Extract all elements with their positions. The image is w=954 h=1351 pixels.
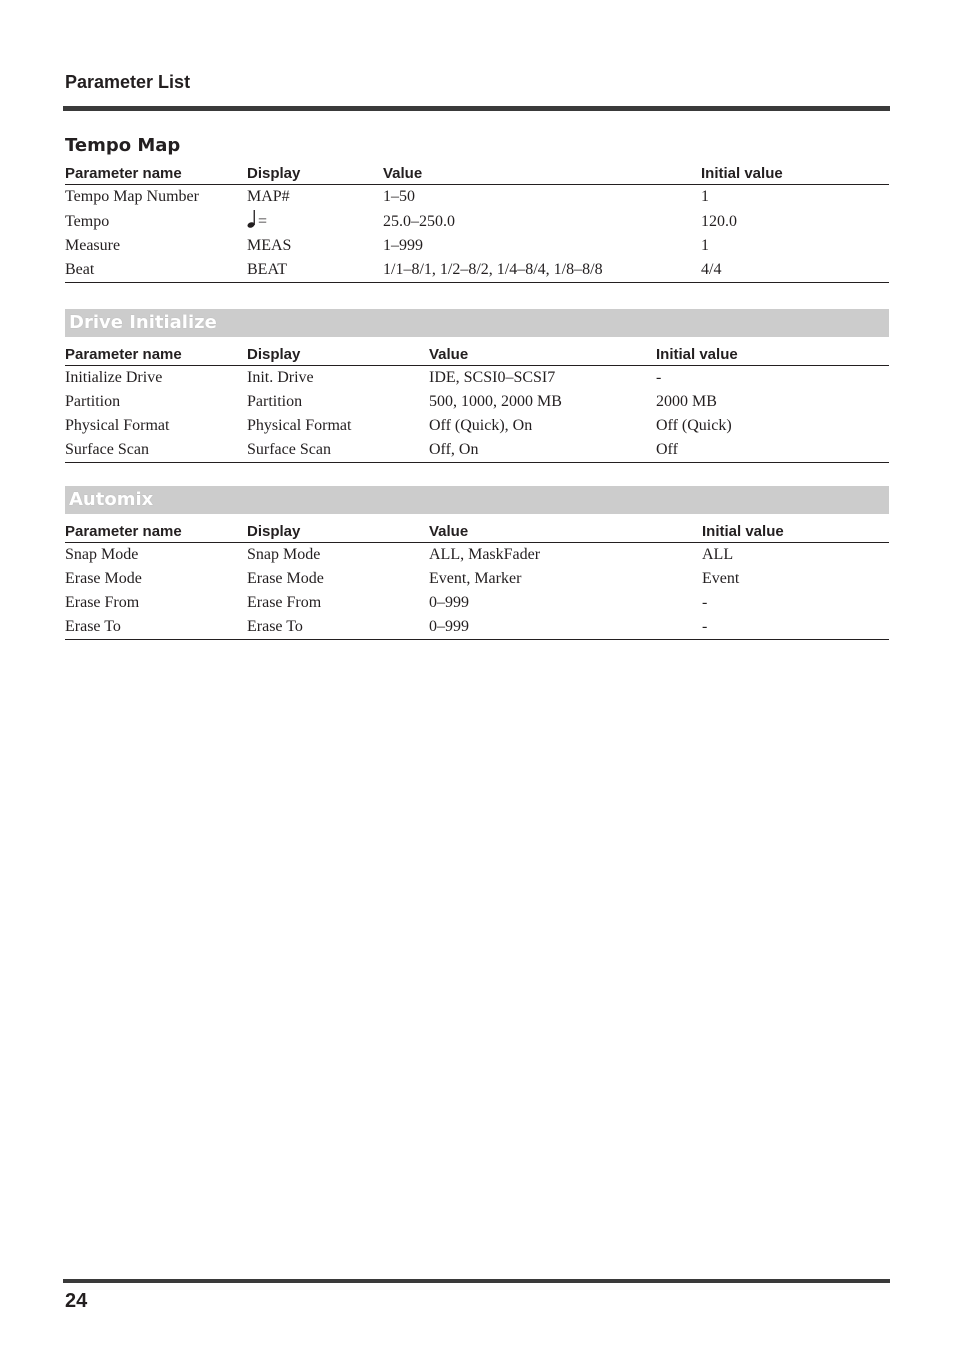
cell-initial-value: - <box>702 594 708 611</box>
table-row <box>65 438 889 463</box>
cell-value: Event, Marker <box>429 570 522 587</box>
header-rule <box>63 106 890 111</box>
column-header: Initial value <box>701 164 889 185</box>
column-header: Parameter name <box>65 345 247 366</box>
cell-display: Snap Mode <box>247 546 321 563</box>
tempo-display-equals: = <box>258 213 268 230</box>
cell-display <box>247 209 383 234</box>
cell-display: Erase To <box>247 615 429 640</box>
cell-display: MEAS <box>247 237 292 254</box>
quarter-note-icon <box>247 209 256 229</box>
cell-initial-value: Off (Quick) <box>656 417 732 434</box>
cell-display: Partition <box>247 393 303 410</box>
table-row <box>65 390 889 414</box>
table-header-row <box>65 164 889 185</box>
table-row <box>65 185 889 210</box>
cell-initial-value: - <box>656 369 662 386</box>
column-header: Initial value <box>656 345 889 366</box>
cell-initial-value: 2000 MB <box>656 393 717 410</box>
drive-initialize-section <box>65 309 889 463</box>
cell-parameter-name: Tempo <box>65 212 110 230</box>
cell-display: BEAT <box>247 258 383 283</box>
cell-parameter-name: Snap Mode <box>65 546 139 563</box>
cell-value: 1/1–8/1, 1/2–8/2, 1/4–8/4, 1/8–8/8 <box>383 258 701 283</box>
cell-value: 1–50 <box>383 188 415 205</box>
section-title-automix: Automix <box>65 486 889 514</box>
footer-rule <box>63 1279 890 1283</box>
cell-parameter-name: Erase Mode <box>65 570 142 587</box>
cell-initial-value: Off <box>656 438 889 463</box>
table-row <box>65 615 889 640</box>
column-header: Parameter name <box>65 522 247 543</box>
table-row <box>65 209 889 234</box>
section-title-tempo-map: Tempo Map <box>65 135 181 156</box>
page-number: 24 <box>65 1290 88 1312</box>
cell-parameter-name: Beat <box>65 258 247 283</box>
column-header: Display <box>247 164 383 185</box>
cell-parameter-name: Tempo Map Number <box>65 188 199 205</box>
cell-parameter-name: Measure <box>65 237 121 254</box>
table-row <box>65 414 889 438</box>
cell-parameter-name: Initialize Drive <box>65 369 163 386</box>
cell-initial-value: 1 <box>701 237 709 254</box>
tempo-map-section <box>65 134 889 283</box>
cell-value: IDE, SCSI0–SCSI7 <box>429 369 556 386</box>
cell-initial-value: Event <box>702 570 740 587</box>
cell-initial-value: 4/4 <box>701 258 889 283</box>
cell-parameter-name: Physical Format <box>65 417 170 434</box>
cell-display: Erase From <box>247 594 322 611</box>
automix-table <box>65 522 889 640</box>
table-header-row <box>65 522 889 543</box>
cell-display: Surface Scan <box>247 438 429 463</box>
column-header: Display <box>247 522 429 543</box>
column-header: Parameter name <box>65 164 247 185</box>
cell-value: 500, 1000, 2000 MB <box>429 393 562 410</box>
table-row <box>65 366 889 391</box>
tempo-map-table <box>65 164 889 283</box>
table-row <box>65 258 889 283</box>
page-header-title: Parameter List <box>65 72 191 92</box>
cell-parameter-name: Surface Scan <box>65 438 247 463</box>
column-header: Initial value <box>702 522 889 543</box>
column-header: Display <box>247 345 429 366</box>
column-header: Value <box>429 345 656 366</box>
cell-display: Physical Format <box>247 417 352 434</box>
table-row <box>65 543 889 568</box>
table-row <box>65 567 889 591</box>
column-header: Value <box>429 522 702 543</box>
cell-parameter-name: Erase To <box>65 615 247 640</box>
section-title-drive-initialize: Drive Initialize <box>65 309 889 337</box>
cell-value: Off (Quick), On <box>429 417 533 434</box>
cell-value: 0–999 <box>429 615 702 640</box>
cell-value: Off, On <box>429 438 656 463</box>
drive-initialize-table <box>65 345 889 463</box>
cell-display: MAP# <box>247 188 290 205</box>
cell-parameter-name: Partition <box>65 393 121 410</box>
cell-value: 25.0–250.0 <box>383 212 455 230</box>
cell-display: Init. Drive <box>247 369 314 386</box>
table-header-row <box>65 345 889 366</box>
automix-section <box>65 486 889 640</box>
cell-value: 1–999 <box>383 237 423 254</box>
cell-initial-value: 120.0 <box>701 212 737 230</box>
table-row <box>65 591 889 615</box>
cell-initial-value: - <box>702 615 889 640</box>
cell-value: 0–999 <box>429 594 469 611</box>
cell-display: Erase Mode <box>247 570 324 587</box>
cell-initial-value: 1 <box>701 188 709 205</box>
cell-value: ALL, MaskFader <box>429 546 541 563</box>
table-row <box>65 234 889 258</box>
cell-parameter-name: Erase From <box>65 594 140 611</box>
cell-initial-value: ALL <box>702 546 734 563</box>
column-header: Value <box>383 164 701 185</box>
